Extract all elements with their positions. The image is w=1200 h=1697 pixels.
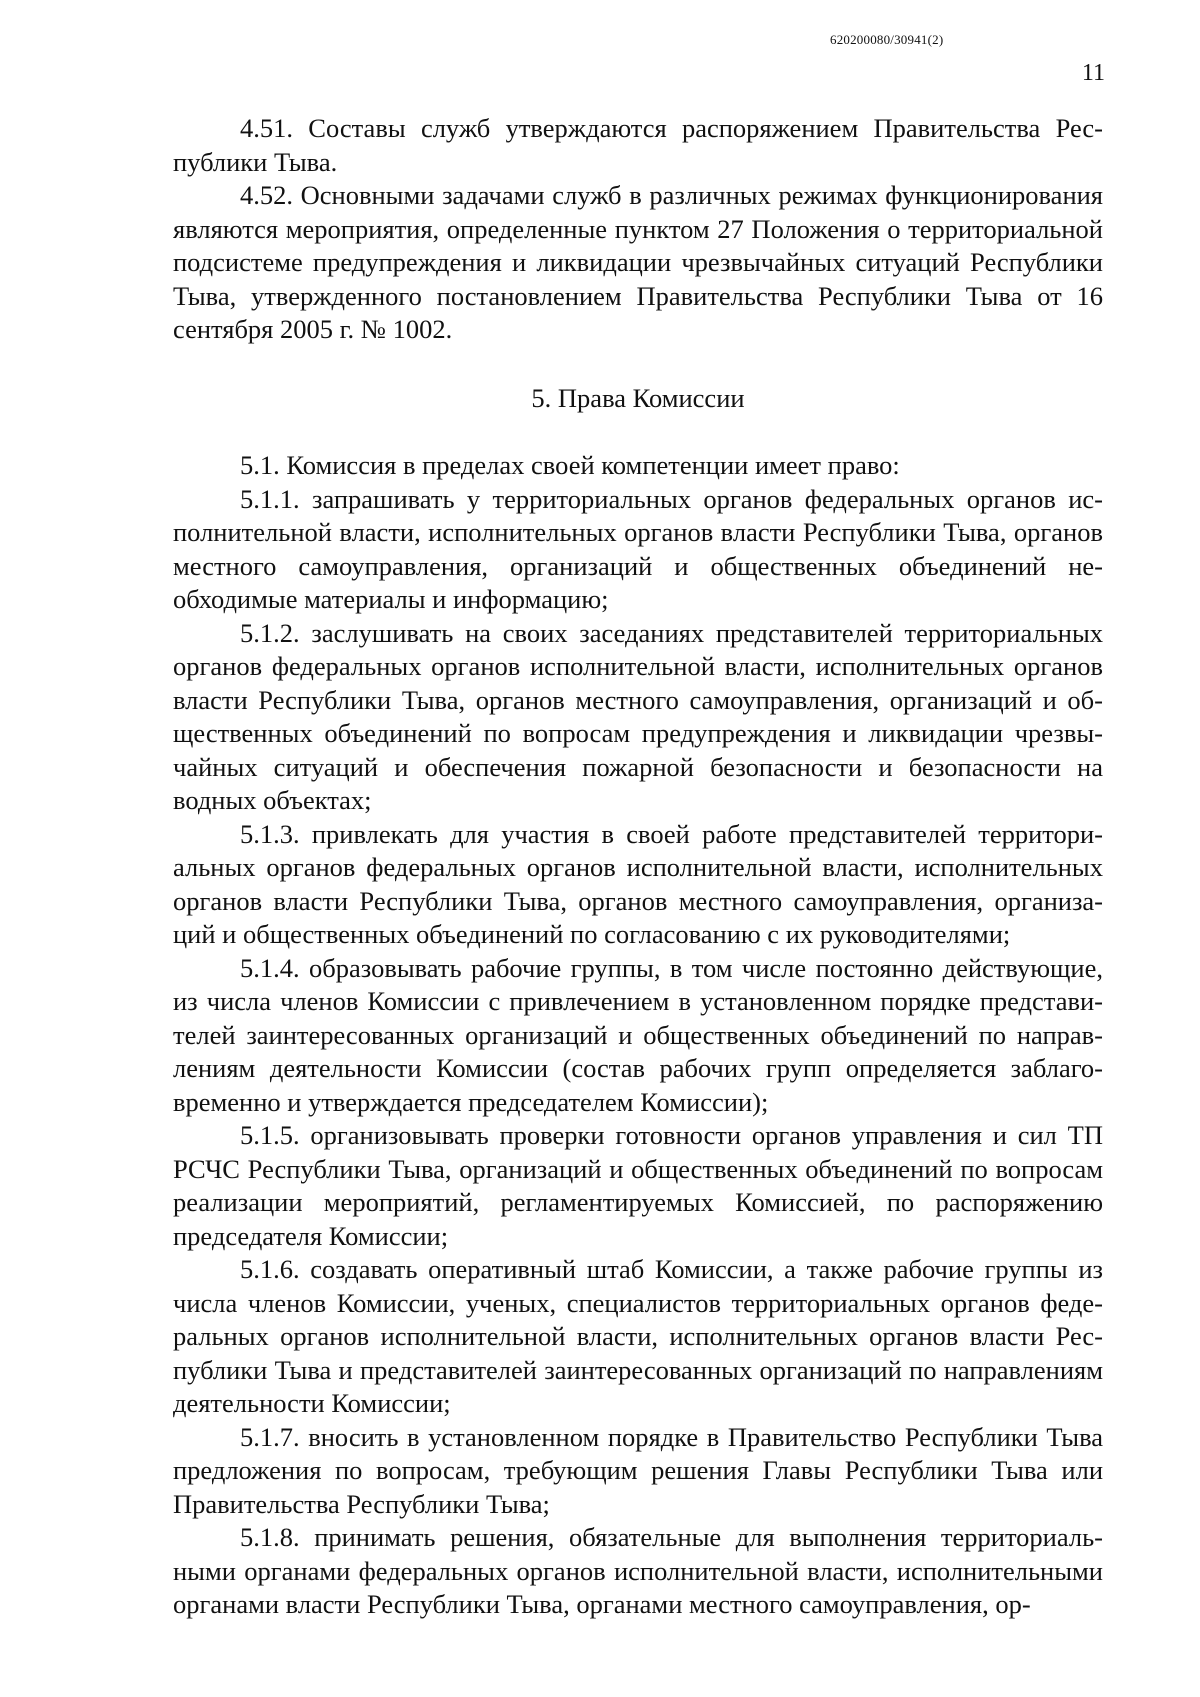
paragraph-5-1: 5.1. Комиссия в пределах своей компетенции имеет право: (240, 450, 900, 480)
document-code: 620200080/30941(2) (830, 32, 944, 47)
section-heading: 5. Права Комиссии (531, 382, 745, 413)
document-body (173, 112, 1103, 1622)
paragraph-5-1-8: 5.1.8. принимать решения, обязательные для выполнения территориальными органами федеральных органов исполнительной власти, исполнительными органами власти Республики Тыва, органами местного самоуправления, ор- (173, 1522, 1103, 1619)
page-number: 11 (1081, 60, 1105, 86)
paragraph-4-51: 4.51. Составы служб утверждаются распоряжением Правительства Республики Тыва. (173, 113, 1103, 177)
paragraph-5-1-1: 5.1.1. запрашивать у территориальных органов федеральных органов исполнительной власти, исполнительных органов власти Республики Тыва, органов местного самоуправления, организаций и общественных объединений необходимые материалы и информацию; (173, 483, 1103, 614)
paragraph-5-1-5: 5.1.5. организовывать проверки готовности органов управления и сил ТП РСЧС Республики Тыва, организаций и общественных объединений по вопросам реализации мероприятий, регламентируемых Комиссией, по распоряжению председателя Комиссии; (173, 1120, 1103, 1251)
paragraph-5-1-4: 5.1.4. образовывать рабочие группы, в том числе постоянно действующие, из числа членов Комиссии с привлечением в установленном порядке представителей заинтересованных организаций и общественных объединений по направлениям деятельности Комиссии (состав рабочих групп определяется заблаговременно и утверждается председателем Комиссии); (173, 952, 1103, 1117)
paragraph-5-1-2: 5.1.2. заслушивать на своих заседаниях представителей территориальных органов федеральных органов исполнительной власти, исполнительных органов власти Республики Тыва, органов местного самоуправления, организаций и общественных объединений по вопросам предупреждения и ликвидации чрезвычайных ситуаций и обеспечения пожарной безопасности и безопасности на водных объектах; (173, 617, 1103, 815)
paragraph-5-1-6: 5.1.6. создавать оперативный штаб Комиссии, а также рабочие группы из числа членов Комиссии, ученых, специалистов территориальных органов федеральных органов исполнительной власти, исполнительных органов власти Республики Тыва и представителей заинтересованных организаций по направлениям деятельности Комиссии; (173, 1254, 1103, 1418)
paragraph-4-52: 4.52. Основными задачами служб в различных режимах функционирования являются мероприятия, определенные пунктом 27 Положения о территориальной подсистеме предупреждения и ликвидации чрезвычайных ситуаций Республики Тыва, утвержденного постановлением Правительства Республики Тыва от 16 сентября 2005 г. № 1002. (173, 180, 1103, 344)
paragraph-5-1-3: 5.1.3. привлекать для участия в своей работе представителей территориальных органов федеральных органов исполнительной власти, исполнительных органов власти Республики Тыва, органов местного самоуправления, организаций и общественных объединений по согласованию с их руководителями; (173, 818, 1103, 949)
paragraph-5-1-7: 5.1.7. вносить в установленном порядке в Правительство Республики Тыва предложения по вопросам, требующим решения Главы Республики Тыва или Правительства Республики Тыва; (173, 1421, 1103, 1519)
